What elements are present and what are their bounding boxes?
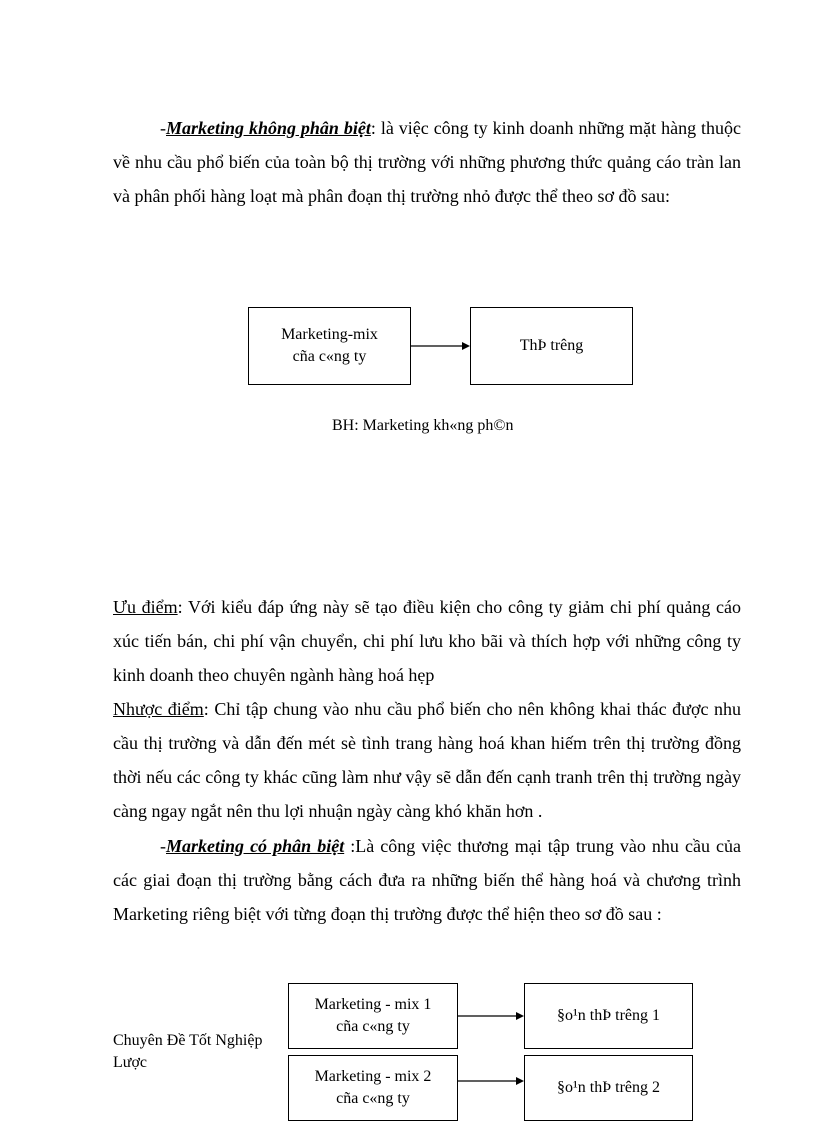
diagram1-right-label: ThÞ trêng (519, 337, 584, 354)
diagram1-caption-text: BH: Marketing kh«ng ph©n (332, 417, 514, 434)
diagram2-mix2-box (288, 1055, 458, 1121)
footer-line1: Chuyên Đề Tốt Nghiệp (113, 1032, 263, 1049)
diagram2-mix1-box (288, 983, 458, 1049)
diagram1-left-line2: cña c«ng ty (292, 348, 367, 365)
diagram2-segment1-box (524, 983, 693, 1049)
differentiated-term: Marketing có phân biệt (166, 836, 345, 856)
page-footer (113, 1030, 262, 1074)
diagram2-mix2-line2: cña c«ng ty (336, 1090, 410, 1107)
advantages-paragraph (113, 590, 741, 828)
diagram2-segment2-label: §o¹n thÞ trêng 2 (556, 1079, 660, 1096)
diagram2-segment1-label: §o¹n thÞ trêng 1 (556, 1007, 660, 1024)
differentiated-dash: - (160, 836, 166, 856)
disadvantages-text: : Chỉ tập chung vào nhu cầu phổ biến cho nên không khai thác được nhu cầu thị trường và dẫn đến mét sè tình trang hàng hoá khan hiếm trên thị trường đồng thời nếu các công ty khác cũng làm như vậy sẽ dẫn đến cạnh tranh trên thị trường ngày càng ngay ngắt nên thu lợi nhuận ngày càng khó khăn hơn . (113, 699, 741, 821)
footer-line2: Lược (113, 1054, 148, 1071)
advantages-text: : Với kiểu đáp ứng này sẽ tạo điều kiện cho công ty giảm chi phí quảng cáo xúc tiến bán, chi phí vận chuyển, chi phí lưu kho bãi và thích hợp với những công ty kinh doanh theo chuyên ngành hàng hoá hẹp (113, 597, 741, 685)
diagram2-arrow-1 (458, 1010, 526, 1022)
diagram1-arrow (411, 340, 471, 352)
advantages-label: Ưu điểm (113, 597, 178, 617)
diagram1-market-box (470, 307, 633, 385)
diagram1-marketing-mix-box (248, 307, 411, 385)
diagram1-caption (332, 416, 513, 443)
diagram1-left-line1: Marketing-mix (281, 326, 378, 343)
diagram2-segment2-box (524, 1055, 693, 1121)
intro-paragraph (113, 111, 741, 213)
differentiated-text: :Là công việc thương mại tập trung vào nhu cầu của các giai đoạn thị trường bằng cách đưa ra những biến thể hàng hoá và chương trình Marketing riêng biệt với từng đoạn thị trường được thể hiện theo sơ đồ sau : (113, 836, 742, 924)
diagram2-mix1-line2: cña c«ng ty (336, 1018, 410, 1035)
intro-text: : là việc công ty kinh doanh những mặt hàng thuộc về nhu cầu phổ biến của toàn bộ thị trường với những phương thức quảng cáo tràn lan và phân phối hàng loạt mà phân đoạn thị trường nhỏ được thể theo sơ đồ sau: (113, 118, 742, 206)
diagram2-mix1-line1: Marketing - mix 1 (314, 996, 432, 1013)
diagram2-mix2-line1: Marketing - mix 2 (314, 1068, 432, 1085)
intro-dash: - (160, 118, 166, 138)
differentiated-paragraph (113, 829, 741, 931)
intro-term: Marketing không phân biệt (166, 118, 371, 138)
disadvantages-label: Nhược điểm (113, 699, 204, 719)
diagram2-arrow-2 (458, 1075, 526, 1087)
